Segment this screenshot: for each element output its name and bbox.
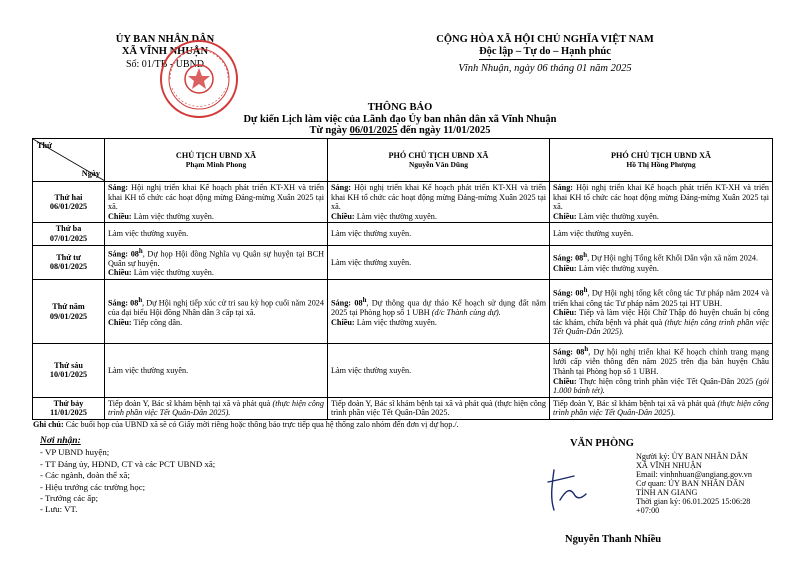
schedule-cell: [550, 397, 773, 419]
work-schedule-table: [32, 138, 773, 420]
afternoon-label: Chiều:: [553, 308, 577, 318]
note-text: Các buổi họp của UBND xã sẽ có Giấy mời riêng hoặc thông báo trực tiếp qua hệ thống zalo nhóm đến đơn vị dự họp./.: [63, 420, 459, 429]
afternoon-entry: [331, 212, 546, 222]
afternoon-label: Chiều:: [553, 376, 577, 386]
afternoon-text: Thực hiện công trình phần việc Tết Quân-Dân 2025: [576, 376, 756, 386]
day-cell: [33, 280, 105, 344]
schedule-cell: [328, 280, 550, 344]
schedule-cell: Làm việc thường xuyên.: [328, 223, 550, 245]
morning-text: , Dự thông qua dự thảo Kế hoạch sử dụng đất năm 2025 tại Phòng họp số 1 UBH: [331, 298, 546, 318]
column-person: Nguyễn Văn Dũng: [408, 159, 469, 169]
day-name: Thứ sáu: [54, 360, 83, 370]
schedule-cell: [105, 182, 328, 223]
morning-label: Sáng: 08: [553, 288, 584, 298]
column-role: PHÓ CHỦ TỊCH UBND XÃ: [388, 151, 489, 161]
day-name: Thứ ba: [55, 224, 82, 234]
morning-label: Sáng: 08: [553, 347, 585, 357]
day-name: Thứ tư: [56, 252, 81, 262]
column-person: Hồ Thị Hồng Phượng: [626, 159, 696, 169]
hour-superscript: h: [138, 247, 143, 255]
note-line: [33, 420, 773, 430]
afternoon-entry: [553, 264, 769, 274]
table-row: [33, 245, 773, 280]
morning-text: Hội nghị triển khai Kế hoạch phát triển KT-XH và triển khai KH tổ chức các hoạt động mừng Đảng-mừng Xuân 2025 tại xã.: [553, 183, 769, 212]
recipient-item: - VP UBND huyện;: [40, 447, 110, 458]
afternoon-text: Làm việc thường xuyên.: [576, 263, 659, 273]
recipient-item: - Trưởng các ấp;: [40, 493, 99, 504]
schedule-cell: [550, 280, 773, 344]
note-label: Ghi chú:: [33, 420, 64, 429]
schedule-cell: Làm việc thường xuyên.: [105, 223, 328, 245]
corner-label-day: Thứ: [37, 141, 52, 150]
morning-text: , Dự Hội nghị tiếp xúc cử tri sau kỳ họp cuối năm 2024 của đại biểu Hội đồng Nhân dân 3 cấp tại xã.: [108, 298, 324, 318]
morning-entry: [108, 296, 324, 318]
morning-label: Sáng:: [108, 183, 129, 192]
day-cell: [33, 182, 105, 223]
signer-name: Nguyễn Thanh Nhiều: [565, 534, 662, 545]
hour-superscript: h: [583, 252, 588, 260]
afternoon-entry: [108, 212, 324, 222]
date-range-prefix: Từ ngày: [309, 125, 350, 136]
cell-note: (thực hiện công trình phần việc Tết Quân-Dân 2025).: [108, 398, 324, 418]
morning-text: , Dự Hội nghị Tổng kết Khối Dân vận xã năm 2024.: [587, 254, 759, 264]
schedule-cell: Làm việc thường xuyên.: [328, 344, 550, 398]
morning-label: Sáng:: [331, 183, 352, 192]
corner-cell: [33, 139, 105, 182]
morning-entry: [553, 251, 769, 263]
morning-text: , Dự hội nghị triển khai Kế hoạch chỉnh trang mạng lưới cấp viễn thông đến năm 2025 trên địa bàn huyện Châu Thành tại Phòng họp số 1 UBH.: [553, 347, 769, 376]
schedule-cell: [550, 182, 773, 223]
digital-sig-line: Cơ quan: ỦY BAN NHÂN DÂN: [636, 479, 745, 488]
morning-label: Sáng: 08: [331, 298, 363, 308]
recipient-item: - TT Đảng ủy, HĐND, CT và các PCT UBND xã;: [40, 458, 216, 469]
afternoon-entry: [553, 308, 769, 337]
cell-text: Tiếp đoàn Y, Bác sĩ khám bệnh tại xã và phát quà: [553, 398, 718, 408]
place-date: Vĩnh Nhuận, ngày 06 tháng 01 năm 2025: [458, 63, 632, 74]
table-row: [33, 280, 773, 344]
morning-label: Sáng:: [553, 183, 574, 192]
notice-date-range: [0, 125, 800, 137]
afternoon-text: Làm việc thường xuyên.: [131, 211, 214, 221]
digital-sig-line: Người ký: ỦY BAN NHÂN DÂN: [636, 452, 748, 461]
recipient-item: - Hiệu trưởng các trường học;: [40, 481, 146, 492]
table-header-row: [33, 139, 773, 182]
schedule-cell: Làm việc thường xuyên.: [328, 245, 550, 280]
hour-superscript: h: [583, 287, 588, 295]
afternoon-entry: [108, 318, 324, 328]
afternoon-text: Tiếp và làm việc Hội Chữ Thập đỏ huyện chuẩn bị công tác khám, chữa bệnh và phát quà: [553, 308, 769, 327]
handwritten-signature: [540, 460, 610, 520]
day-cell: [33, 344, 105, 398]
morning-note: (d/c Thành cùng dự).: [431, 308, 501, 318]
morning-label: Sáng: 08: [553, 254, 584, 264]
national-header: [405, 34, 685, 75]
day-date: 09/01/2025: [49, 311, 88, 321]
office-title: VĂN PHÒNG: [570, 438, 634, 449]
hour-superscript: h: [362, 296, 367, 304]
schedule-cell: Làm việc thường xuyên.: [550, 223, 773, 245]
day-cell: [33, 245, 105, 280]
digital-sig-line: Thời gian ký: 06.01.2025 15:06:28: [636, 497, 751, 506]
schedule-cell: [105, 397, 328, 419]
morning-text: , Dự Hội nghị tổng kết công tác Tư pháp năm 2024 và triển khai công tác Tư pháp năm 2025 tại HT UBH.: [553, 288, 769, 308]
column-header-chairman: [105, 139, 328, 182]
afternoon-entry: [553, 377, 769, 396]
schedule-cell: Làm việc thường xuyên.: [105, 344, 328, 398]
hour-superscript: h: [138, 296, 143, 304]
national-motto: Độc lập – Tự do – Hạnh phúc: [479, 46, 611, 60]
table-row: [33, 223, 773, 245]
morning-text: Hội nghị triển khai Kế hoạch phát triển KT-XH và triển khai KH tổ chức các hoạt động mừng Đảng-mừng Xuân 2025 tại xã.: [331, 183, 546, 212]
morning-entry: [108, 183, 324, 212]
day-date: 11/01/2025: [50, 408, 87, 418]
table-row: [33, 182, 773, 223]
recipients-block: [40, 436, 340, 516]
morning-entry: [108, 247, 324, 269]
day-name: Thứ hai: [54, 192, 83, 202]
afternoon-label: Chiều:: [108, 317, 132, 327]
afternoon-entry: [108, 268, 324, 278]
day-name: Thứ năm: [52, 301, 85, 311]
doc-number: Số: 01/TB - UBND: [125, 59, 205, 70]
day-name: Thứ bảy: [53, 398, 84, 408]
org-line1: ỦY BAN NHÂN DÂN: [115, 34, 215, 45]
table-row: [33, 344, 773, 398]
afternoon-text: Làm việc thường xuyên.: [354, 317, 437, 327]
schedule-cell: Tiếp đoàn Y, Bác sĩ khám bệnh tại xã và phát quà (thực hiện công trình phần việc Tết Quân-Dân 2025.: [328, 397, 550, 419]
recipient-item: - Lưu: VT.: [40, 504, 78, 515]
org-line2: XÃ VĨNH NHUẬN: [121, 46, 209, 57]
notice-title: THÔNG BÁO: [367, 102, 433, 113]
day-date: 06/01/2025: [49, 202, 88, 212]
morning-entry: [553, 345, 769, 377]
recipients-title: Nơi nhận:: [40, 436, 81, 446]
afternoon-label: Chiều:: [331, 317, 355, 327]
digital-sig-line: TỈNH AN GIANG: [636, 488, 698, 497]
day-cell: [33, 223, 105, 245]
digital-sig-line: +07:00: [636, 506, 660, 515]
column-header-vice-chairman-2: [550, 139, 773, 182]
digital-sig-line: XÃ VĨNH NHUẬN: [636, 461, 702, 470]
schedule-cell: [105, 245, 328, 280]
date-to: 11/01/2025: [443, 125, 491, 136]
afternoon-text: Làm việc thường xuyên.: [576, 211, 659, 221]
afternoon-label: Chiều:: [331, 211, 355, 221]
schedule-cell: [105, 280, 328, 344]
cell-text: Tiếp đoàn Y, Bác sĩ khám bệnh tại xã và phát quà: [108, 398, 273, 408]
morning-text: , Dự họp Hội đồng Nghĩa vụ Quân sự huyện tại BCH Quân sự huyện.: [108, 249, 324, 268]
day-cell: [33, 397, 105, 419]
notice-heading: [0, 102, 800, 137]
afternoon-entry: [331, 318, 546, 328]
afternoon-note: (thực hiện công trình phần việc Tết Quân-Dân 2025).: [553, 317, 769, 337]
afternoon-label: Chiều:: [553, 211, 577, 221]
day-date: 10/01/2025: [49, 370, 88, 380]
schedule-cell: [550, 344, 773, 398]
afternoon-text: Làm việc thường xuyên.: [354, 211, 437, 221]
afternoon-text: Tiếp công dân.: [131, 317, 183, 327]
afternoon-label: Chiều:: [108, 268, 132, 278]
morning-label: Sáng: 08: [108, 249, 139, 259]
country-name: CỘNG HÒA XÃ HỘI CHỦ NGHĨA VIỆT NAM: [436, 34, 654, 45]
date-range-mid: đến ngày: [397, 125, 444, 136]
afternoon-text: Làm việc thường xuyên.: [131, 268, 214, 278]
column-role: PHÓ CHỦ TỊCH UBND XÃ: [611, 151, 711, 161]
cell-note: (thực hiện công trình phần việc Tết Quân-Dân 2025).: [553, 398, 769, 418]
afternoon-note: (gói 1.000 bánh tét).: [553, 376, 769, 396]
morning-entry: [553, 183, 769, 212]
digital-signature-info: [636, 452, 786, 515]
day-date: 07/01/2025: [49, 233, 88, 243]
afternoon-entry: [553, 212, 769, 222]
morning-entry: [331, 296, 546, 318]
column-header-vice-chairman-1: [328, 139, 550, 182]
corner-label-date: Ngày: [81, 169, 100, 179]
table-row: [33, 397, 773, 419]
day-date: 08/01/2025: [49, 262, 88, 272]
column-role: CHỦ TỊCH UBND XÃ: [175, 151, 257, 161]
schedule-cell: [328, 182, 550, 223]
schedule-cell: [550, 245, 773, 280]
recipient-item: - Các ngành, đoàn thể xã;: [40, 470, 130, 481]
morning-entry: [331, 183, 546, 212]
afternoon-label: Chiều:: [553, 263, 577, 273]
afternoon-label: Chiều:: [108, 211, 132, 221]
date-from: 06/01/2025: [349, 125, 398, 136]
morning-text: Hội nghị triển khai Kế hoạch phát triển KT-XH và triển khai KH tổ chức các hoạt động mừng Đảng-mừng Xuân 2025 tại xã.: [108, 183, 324, 212]
morning-entry: [553, 286, 769, 308]
column-person: Phạm Minh Phong: [185, 159, 247, 169]
hour-superscript: h: [584, 346, 589, 354]
morning-label: Sáng: 08: [108, 298, 139, 308]
digital-sig-line: Email: vinhnhuan@angiang.gov.vn: [636, 470, 752, 479]
notice-subtitle: Dự kiến Lịch làm việc của Lãnh đạo Ủy ban nhân dân xã Vĩnh Nhuận: [243, 113, 557, 125]
